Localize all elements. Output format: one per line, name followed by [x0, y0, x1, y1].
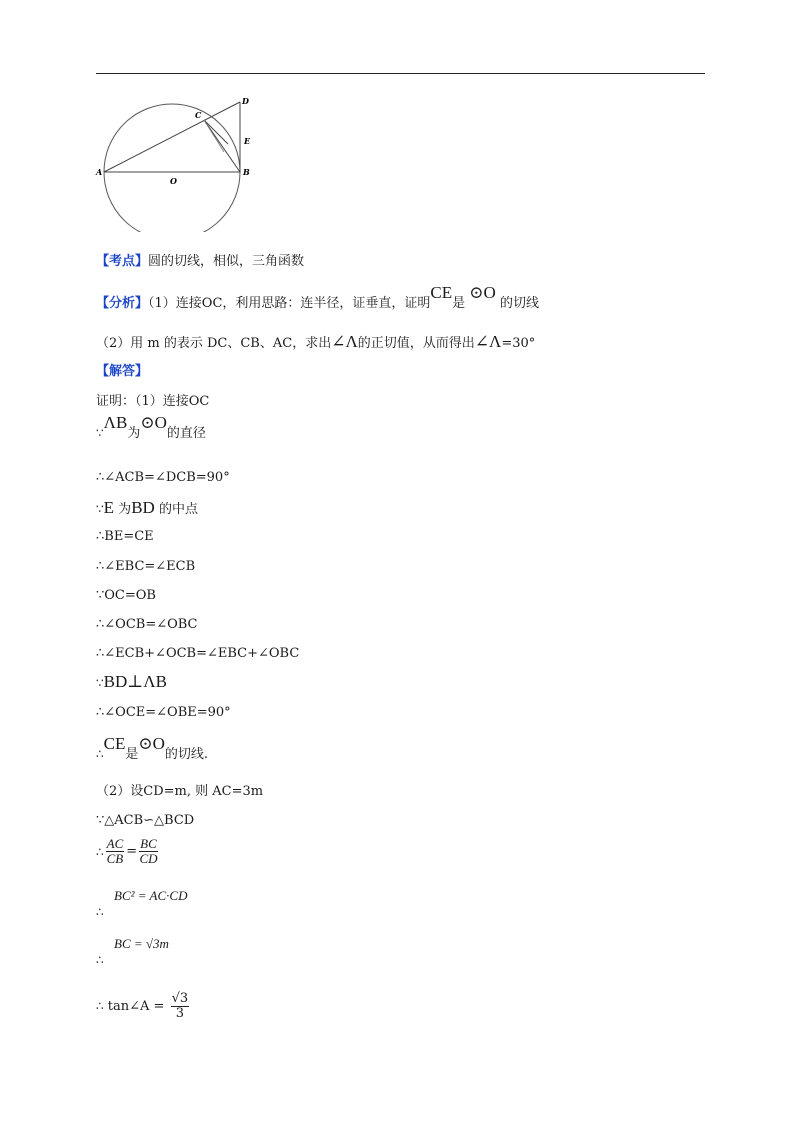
fenxi2-line [96, 334, 535, 352]
proof-line-4 [96, 500, 198, 518]
kaodian-text: 圆的切线，相似，三角函数 [148, 254, 305, 269]
because-symbol: ∵ [96, 426, 104, 440]
part2-line-3 [96, 837, 160, 867]
proof-line-6: ∴∠EBC=∠ECB [96, 559, 196, 574]
jieda-tag: 【解答】 [96, 364, 149, 379]
fenxi-text-1: （1）连接OC，利用思路：连半径，证垂直，证明 [148, 296, 431, 311]
fenxi2-text-3: =30° [501, 336, 536, 351]
circle-o [104, 104, 240, 232]
fraction-denominator: CD [139, 851, 158, 866]
label-b: B [243, 167, 250, 177]
proof-line-3: ∴∠ACB=∠DCB=90° [96, 470, 230, 485]
fenxi-circle-o: ⊙O [469, 283, 496, 302]
fenxi-tag: 【分析】 [96, 296, 149, 311]
proof-circle-o-2: ⊙O [138, 734, 165, 753]
part2-line-2: ∵△ACB∽△BCD [96, 813, 195, 828]
proof-line-5: ∴BE=CE [96, 529, 154, 544]
fraction-sqrt3-3 [171, 992, 190, 1021]
fenxi-ce: CE [430, 283, 453, 302]
part2-line-6 [96, 990, 191, 1023]
fraction-bc-cd [139, 837, 158, 866]
fenxi-text-2: 的切线 [499, 296, 539, 311]
proof-line-8: ∴∠OCB=∠OBC [96, 617, 198, 632]
label-o: O [170, 176, 177, 186]
label-a: A [96, 167, 103, 177]
proof-line-9: ∴∠ECB+∠OCB=∠EBC+∠OBC [96, 646, 300, 661]
proof-tangent: 的切线. [164, 747, 209, 762]
proof-line-7: ∵OC=OB [96, 588, 156, 603]
fenxi2-text-1: （2）用 m 的表示 DC、CB、AC，求出 [96, 336, 332, 351]
therefore-symbol: ∴ [96, 845, 104, 859]
proof-circle-o: ⊙O [140, 413, 167, 432]
fenxi-shi: 是 [452, 296, 466, 311]
fenxi2-angle-2: ∠Λ [474, 332, 502, 351]
proof-bd: BD [131, 498, 155, 517]
part2-line-1: （2）设CD=m, 则 AC=3m [96, 784, 264, 799]
proof-diameter: 的直径 [166, 426, 206, 441]
proof-e: E [103, 498, 115, 517]
segment-ce [204, 120, 228, 144]
label-c: C [195, 110, 202, 120]
tan-expr: tan∠A = [107, 999, 165, 1014]
equals-sign: = [126, 844, 138, 859]
fraction-denominator: 3 [175, 1006, 184, 1021]
proof-line-1: 证明：（1）连接OC [96, 394, 210, 409]
kaodian-tag: 【考点】 [96, 254, 149, 269]
proof-midpoint: 的中点 [158, 502, 198, 517]
bc-value-expr: BC = √3m [114, 936, 169, 951]
proof-wei-2: 为 [118, 502, 132, 517]
kaodian-line [96, 254, 304, 270]
proof-ab: ΛB [103, 413, 128, 432]
proof-shi: 是 [125, 747, 139, 762]
fraction-denominator: CB [106, 851, 124, 866]
segment-ad [104, 102, 240, 172]
proof-line-10 [96, 674, 167, 692]
label-e: E [244, 136, 251, 146]
jieda-line [96, 364, 148, 380]
therefore-symbol: ∴ [96, 747, 104, 761]
fraction-numerator: √3 [171, 991, 189, 1006]
therefore-symbol: ∴ [96, 999, 104, 1013]
because-symbol: ∵ [96, 502, 104, 516]
fenxi2-angle: ∠Λ [331, 332, 358, 351]
fraction-ac-cb [106, 837, 125, 866]
proof-wei: 为 [127, 426, 141, 441]
proof-perpendicular: BD⊥ΛB [103, 672, 167, 691]
bc-squared-expr: BC² = AC·CD [114, 888, 188, 903]
proof-line-2 [96, 413, 206, 442]
fraction-numerator: AC [106, 836, 124, 851]
proof-line-11: ∴∠OCE=∠OBE=90° [96, 705, 231, 720]
fenxi2-text-2: 的正切值，从而得出 [357, 336, 475, 351]
therefore-symbol: ∴ [96, 905, 104, 919]
because-symbol: ∵ [96, 676, 104, 690]
fenxi-line [96, 283, 539, 312]
geometry-figure [92, 92, 252, 232]
header-rule [96, 73, 705, 74]
fraction-numerator: BC [140, 836, 157, 851]
proof-line-12 [96, 734, 209, 763]
therefore-symbol: ∴ [96, 953, 104, 967]
proof-ce: CE [103, 734, 126, 753]
label-d: D [242, 96, 249, 106]
